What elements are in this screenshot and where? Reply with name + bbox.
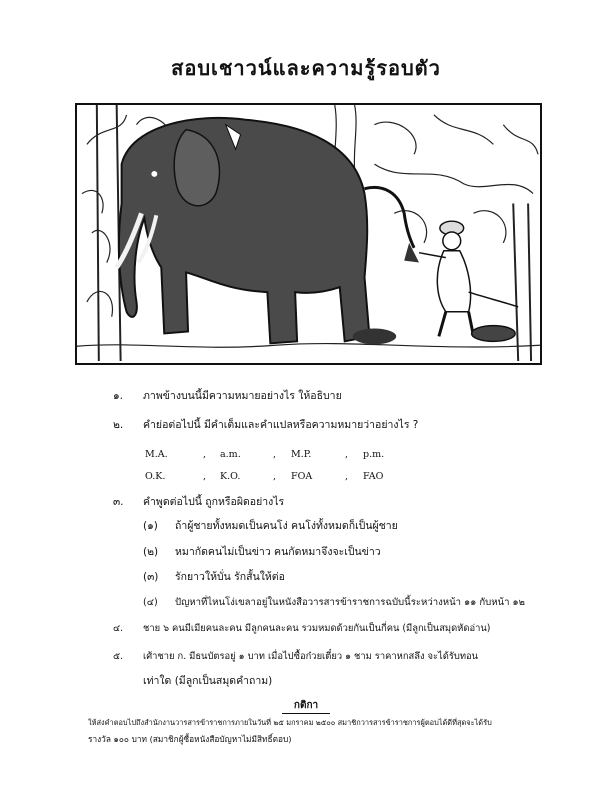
abbreviation: FAO [363, 471, 384, 482]
statement-label: (๔) [143, 597, 158, 608]
question-5 [113, 650, 478, 664]
statement-text: หมากัดคนไม่เป็นข่าว คนกัดหมาจึงจะเป็นข่าว [175, 546, 381, 558]
separator: , [203, 449, 207, 460]
rules-line-2: รางวัล ๑๐๐ บาท (สมาชิกผู้ซื้อหนังสือบัญหาไม่มีสิทธิ์ตอบ) [88, 734, 292, 744]
elephant-illustration [75, 103, 542, 365]
question-text: ภาพข้างบนนี้มีความหมายอย่างไร ให้อธิบาย [143, 390, 342, 402]
rules-heading: กติกา [282, 698, 330, 714]
question-text: ชาย ๖ คนมีเมียคนละคน มีลูกคนละคน รวมหมดด้วยกันเป็นกี่คน (มีลูกเป็นสมุดหัดอ่าน) [143, 623, 491, 634]
statement-3 [143, 570, 285, 584]
question-number: ๑. [113, 390, 124, 402]
question-number: ๓. [113, 496, 124, 508]
question-3 [113, 495, 284, 509]
question-5-continued [113, 674, 272, 688]
abbreviation: p.m. [363, 449, 385, 460]
statement-text: รักยาวให้บั่น รักสั้นให้ต่อ [175, 571, 285, 583]
statement-text: ปัญหาที่ไหนโง่เขลาอยู่ในหนังสือวารสารข้าราชการฉบับนี้ระหว่างหน้า ๑๑ กับหน้า ๑๒ [175, 597, 525, 608]
separator: , [273, 471, 277, 482]
statement-text: ถ้าผู้ชายทั้งหมดเป็นคนโง่ คนโง่ทั้งหมดก็เป็นผู้ชาย [175, 520, 398, 532]
question-number: ๔. [113, 623, 124, 634]
statement-1 [143, 519, 398, 533]
question-number: ๕. [113, 651, 124, 662]
question-number: ๒. [113, 419, 124, 431]
separator: , [345, 449, 349, 460]
question-text: เท่าใด (มีลูกเป็นสมุดคำถาม) [143, 675, 273, 687]
elephant-figure [117, 118, 419, 343]
question-4 [113, 622, 490, 636]
abbreviation: a.m. [220, 449, 241, 460]
statement-2 [143, 545, 381, 559]
question-text: คำย่อต่อไปนี้ มีคำเต็มและคำแปลหรือความหมายว่าอย่างไร ? [143, 419, 419, 431]
elephant-drawing [77, 105, 540, 363]
statement-4 [143, 596, 525, 610]
question-1 [113, 389, 342, 403]
statement-label: (๒) [143, 546, 159, 558]
ground-rock [353, 329, 397, 345]
abbreviation: K.O. [220, 471, 241, 482]
separator: , [345, 471, 349, 482]
statement-label: (๓) [143, 571, 159, 583]
page-title: สอบเชาวน์และความรู้รอบตัว [171, 56, 441, 80]
ground-line [77, 344, 540, 348]
question-2 [113, 418, 418, 432]
man-figure [419, 221, 518, 341]
statement-label: (๑) [143, 520, 158, 532]
separator: , [273, 449, 277, 460]
rules-line-1: ให้ส่งคำตอบไปถึงสำนักงานวารสารข้าราชการภายในวันที่ ๒๕ มกราคม ๒๕๐๐ สมาชิกวารสารข้าราชการผู้ตอบได้ดีที่สุดจะได้รับ [88, 718, 492, 727]
abbreviation: O.K. [145, 471, 166, 482]
separator: , [203, 471, 207, 482]
abbreviation: FOA [291, 471, 313, 482]
abbreviation: M.A. [145, 449, 168, 460]
question-text: เศ้าชาย ก. มีธนบัตรอยู่ ๑ บาท เมื่อไปซื้อก๋วยเตี๋ยว ๑ ชาม ราคาหกสลึง จะได้รับทอน [143, 651, 479, 662]
question-text: คำพูดต่อไปนี้ ถูกหรือผิดอย่างไร [143, 496, 285, 508]
abbreviation: M.P. [291, 449, 312, 460]
